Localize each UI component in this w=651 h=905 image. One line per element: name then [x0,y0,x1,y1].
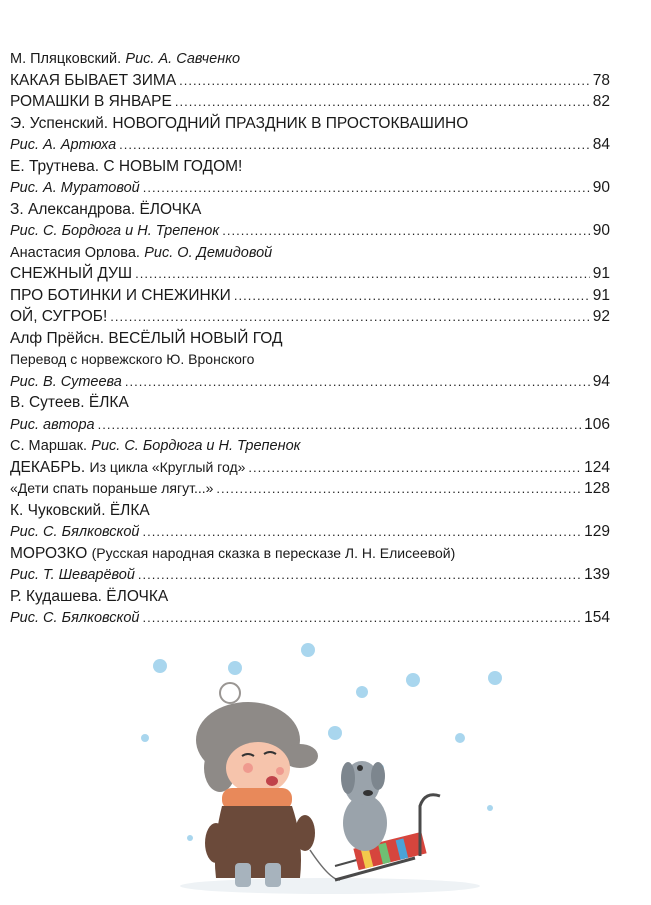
illustrator-credit: Рис. А. Савченко [125,51,241,67]
author-title: Алф Прёйсн. ВЕСЁЛЫЙ НОВЫЙ ГОД [10,329,283,347]
translation-note: Перевод с норвежского Ю. Вронского [10,351,255,367]
illustrator-credit: Рис. С. Бордюга и Н. Трепенок [91,438,301,454]
toc-heading [10,330,610,352]
author-title: Е. Трутнева. С НОВЫМ ГОДОМ! [10,157,243,175]
snowflakes [141,643,502,841]
toc-entry[interactable] [10,265,610,287]
leader-dots [110,309,589,324]
leader-dots [222,223,590,238]
page-number: 139 [584,566,610,583]
leader-dots [143,180,590,195]
toc-heading [10,158,610,180]
toc-entry[interactable] [10,480,610,502]
toc-entry[interactable] [10,222,610,244]
girl-with-dog-illustration [130,628,530,900]
entry-title: «Дети спать пораньше лягут...» [10,480,214,496]
author-title: Р. Кудашева. ЁЛОЧКА [10,587,169,605]
illustrator-credit: Рис. А. Артюха [10,137,117,153]
leader-dots [138,567,581,582]
entry-subtitle: (Русская народная сказка в пересказе Л. Н. Елисеевой) [91,544,456,561]
illustrator-credit: Рис. А. Муратовой [10,180,140,196]
toc-credit-line [10,244,610,266]
illustrator-credit: Рис. С. Бялковской [10,610,140,626]
leader-dots [234,288,590,303]
toc-credit-line [10,50,610,72]
author-title: К. Чуковский. ЁЛКА [10,501,150,519]
page-number: 90 [592,179,610,196]
toc-heading [10,502,610,524]
page-number: 94 [592,372,610,390]
illustrator-credit: Рис. автора [10,416,95,433]
entry-title: ОЙ, СУГРОБ! [10,308,108,325]
toc-credit-line [10,437,610,459]
page-number: 78 [592,71,610,89]
toc-entry[interactable] [10,287,610,309]
table-of-contents [10,50,610,631]
leader-dots [119,137,590,152]
leader-dots [98,417,582,432]
entry-title: ПРО БОТИНКИ И СНЕЖИНКИ [10,286,231,304]
winter-scene-image [130,628,530,900]
author-title: В. Сутеев. ЁЛКА [10,394,129,411]
entry-subtitle: Из цикла «Круглый год» [89,458,246,475]
toc-entry[interactable] [10,179,610,201]
leader-dots [142,610,581,625]
illustrator-credit: Рис. О. Демидовой [144,244,273,261]
leader-dots [135,266,590,281]
page-number: 129 [584,523,610,540]
leader-dots [248,460,581,475]
page-number: 91 [592,286,610,304]
page-number: 90 [592,222,610,239]
author-title: З. Александрова. ЁЛОЧКА [10,200,202,218]
toc-entry[interactable] [10,373,610,395]
toc-heading [10,545,610,567]
page-number: 124 [584,458,610,476]
entry-title: КАКАЯ БЫВАЕТ ЗИМА [10,71,177,89]
entry-title: ДЕКАБРЬ. [10,458,86,476]
toc-entry[interactable] [10,566,610,588]
page-number: 154 [584,609,610,626]
toc-entry[interactable] [10,459,610,481]
toc-entry[interactable] [10,93,610,115]
illustrator-credit: Рис. В. Сутеева [10,373,122,390]
page-number: 82 [592,93,610,110]
toc-heading [10,115,610,137]
entry-title: РОМАШКИ В ЯНВАРЕ [10,93,172,110]
leader-dots [142,524,581,539]
toc-heading [10,394,610,416]
leader-dots [216,481,581,496]
page-number: 84 [592,136,610,153]
toc-note [10,351,610,373]
toc-heading [10,201,610,223]
author: С. Маршак. [10,438,87,454]
toc-entry[interactable] [10,416,610,438]
toc-entry[interactable] [10,523,610,545]
leader-dots [179,73,590,88]
toc-entry[interactable] [10,72,610,94]
page-number: 128 [584,480,610,497]
entry-title: МОРОЗКО [10,544,88,562]
toc-heading [10,588,610,610]
page-number: 91 [592,265,610,282]
entry-title: СНЕЖНЫЙ ДУШ [10,265,133,282]
author: М. Пляцковский. [10,51,122,67]
leader-dots [125,374,590,389]
illustrator-credit: Рис. Т. Шеварёвой [10,567,135,583]
girl-figure [196,683,318,887]
author: Анастасия Орлова. [10,244,140,261]
leader-dots [175,94,590,109]
illustrator-credit: Рис. С. Бялковской [10,524,140,540]
illustrator-credit: Рис. С. Бордюга и Н. Трепенок [10,223,220,239]
author-title: Э. Успенский. НОВОГОДНИЙ ПРАЗДНИК В ПРОСТОКВАШИНО [10,114,469,132]
dog-figure [341,761,387,851]
toc-entry[interactable] [10,308,610,330]
page-number: 92 [592,308,610,325]
page-number: 106 [584,415,610,433]
toc-entry[interactable] [10,136,610,158]
